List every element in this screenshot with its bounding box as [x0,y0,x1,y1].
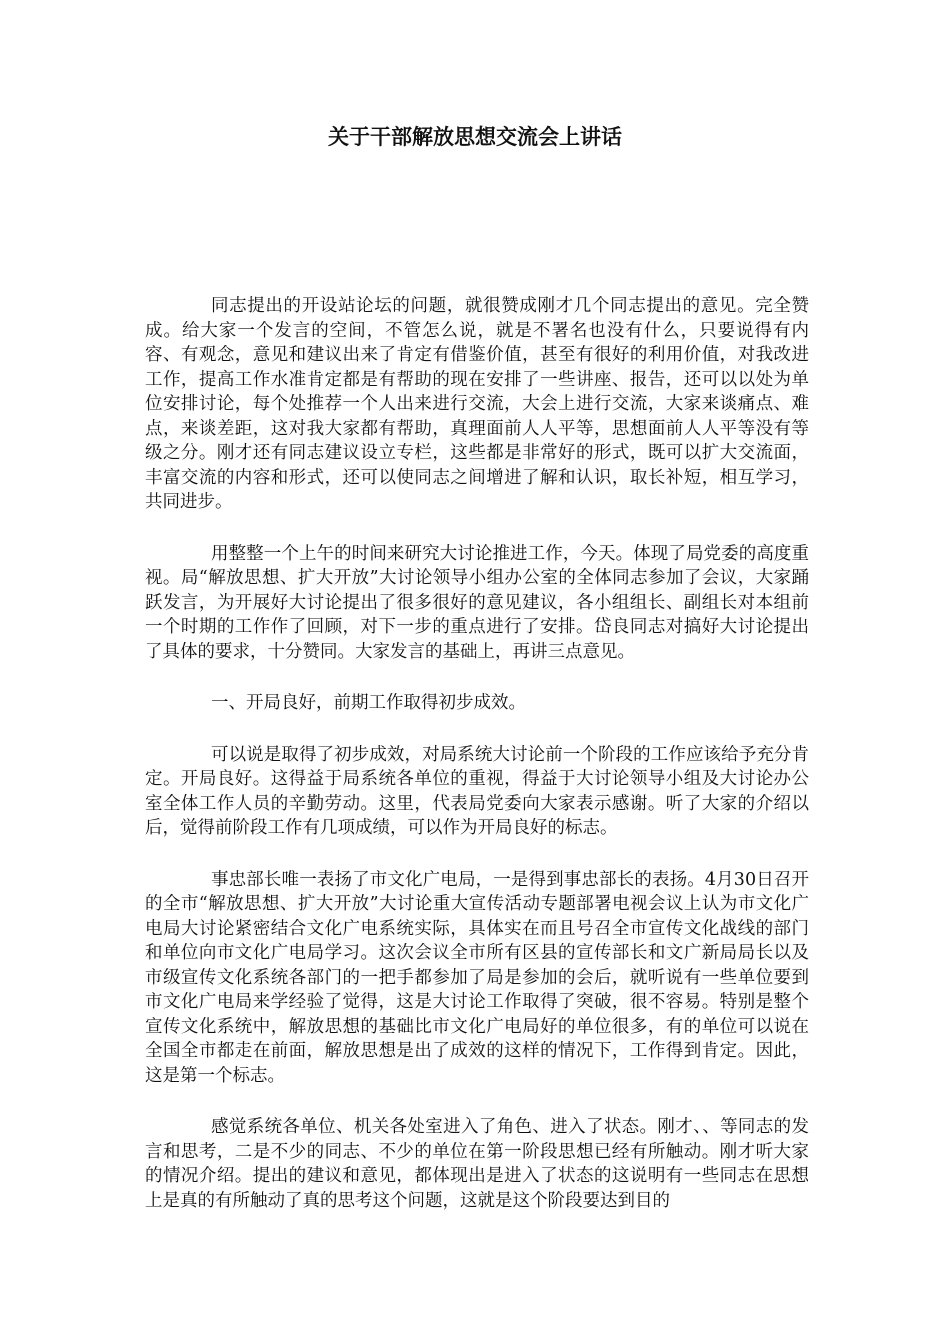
section-heading-1: 一、开局良好，前期工作取得初步成效。 [211,693,526,713]
paragraph-1: 同志提出的开设站论坛的问题，就很赞成刚才几个同志提出的意见。完全赞成。给大家一个发言的空间，不管怎么说，就是不署名也没有什么，只要说得有内容、有观念，意见和建议出来了肯定有借鉴价值，甚至有很好的利用价值，对我改进工作，提高工作水准肯定都是有帮助的现在安排了一些讲座、报告，还可以以处为单位安排讨论，每个处推荐一个人出来进行交流，大会上进行交流，大家来谈痛点、难点，来谈差距，这对我大家都有帮助，真理面前人人平等，思想面前人人平等没有等级之分。刚才还有同志建议设立专栏，这些都是非常好的形式，既可以扩大交流面，丰富交流的内容和形式，还可以使同志之间增进了解和认识，取长补短，相互学习，共同进步。 [145,296,809,512]
paragraph-5: 感觉系统各单位、机关各处室进入了角色、进入了状态。刚才、、等同志的发言和思考，二是不少的同志、不少的单位在第一阶段思想已经有所触动。刚才听大家的情况介绍。提出的建议和意见，都体现出是进入了状态的这说明有一些同志在思想上是真的有所触动了真的思考这个问题，这就是这个阶段要达到目的 [145,1117,809,1211]
document-title: 关于干部解放思想交流会上讲话 [328,125,622,149]
paragraph-3: 可以说是取得了初步成效，对局系统大讨论前一个阶段的工作应该给予充分肯定。开局良好。这得益于局系统各单位的重视，得益于大讨论领导小组及大讨论办公室全体工作人员的辛勤劳动。这里，代表局党委向大家表示感谢。听了大家的介绍以后，觉得前阶段工作有几项成绩，可以作为开局良好的标志。 [145,744,809,838]
paragraph-4: 事忠部长唯一表扬了市文化广电局，一是得到事忠部长的表扬。4月30日召开的全市“解放思想、扩大开放”大讨论重大宣传活动专题部署电视会议上认为市文化广电局大讨论紧密结合文化广电系统实际，具体实在而且号召全市宣传文化战线的部门和单位向市文化广电局学习。这次会议全市所有区县的宣传部长和文广新局局长以及市级宣传文化系统各部门的一把手都参加了局是参加的会后，就听说有一些单位要到市文化广电局来学经验了觉得，这是大讨论工作取得了突破，很不容易。特别是整个宣传文化系统中，解放思想的基础比市文化广电局好的单位很多，有的单位可以说在全国全市都走在前面，解放思想是出了成效的这样的情况下，工作得到肯定。因此，这是第一个标志。 [145,869,809,1086]
document-body [145,294,809,1240]
paragraph-2: 用整整一个上午的时间来研究大讨论推进工作，今天。体现了局党委的高度重视。局“解放思想、扩大开放”大讨论领导小组办公室的全体同志参加了会议，大家踊跃发言，为开展好大讨论提出了很多很好的意见建议，各小组组长、副组长对本组前一个时期的工作作了回顾，对下一步的重点进行了安排。岱良同志对搞好大讨论提出了具体的要求，十分赞同。大家发言的基础上，再讲三点意见。 [145,543,809,662]
